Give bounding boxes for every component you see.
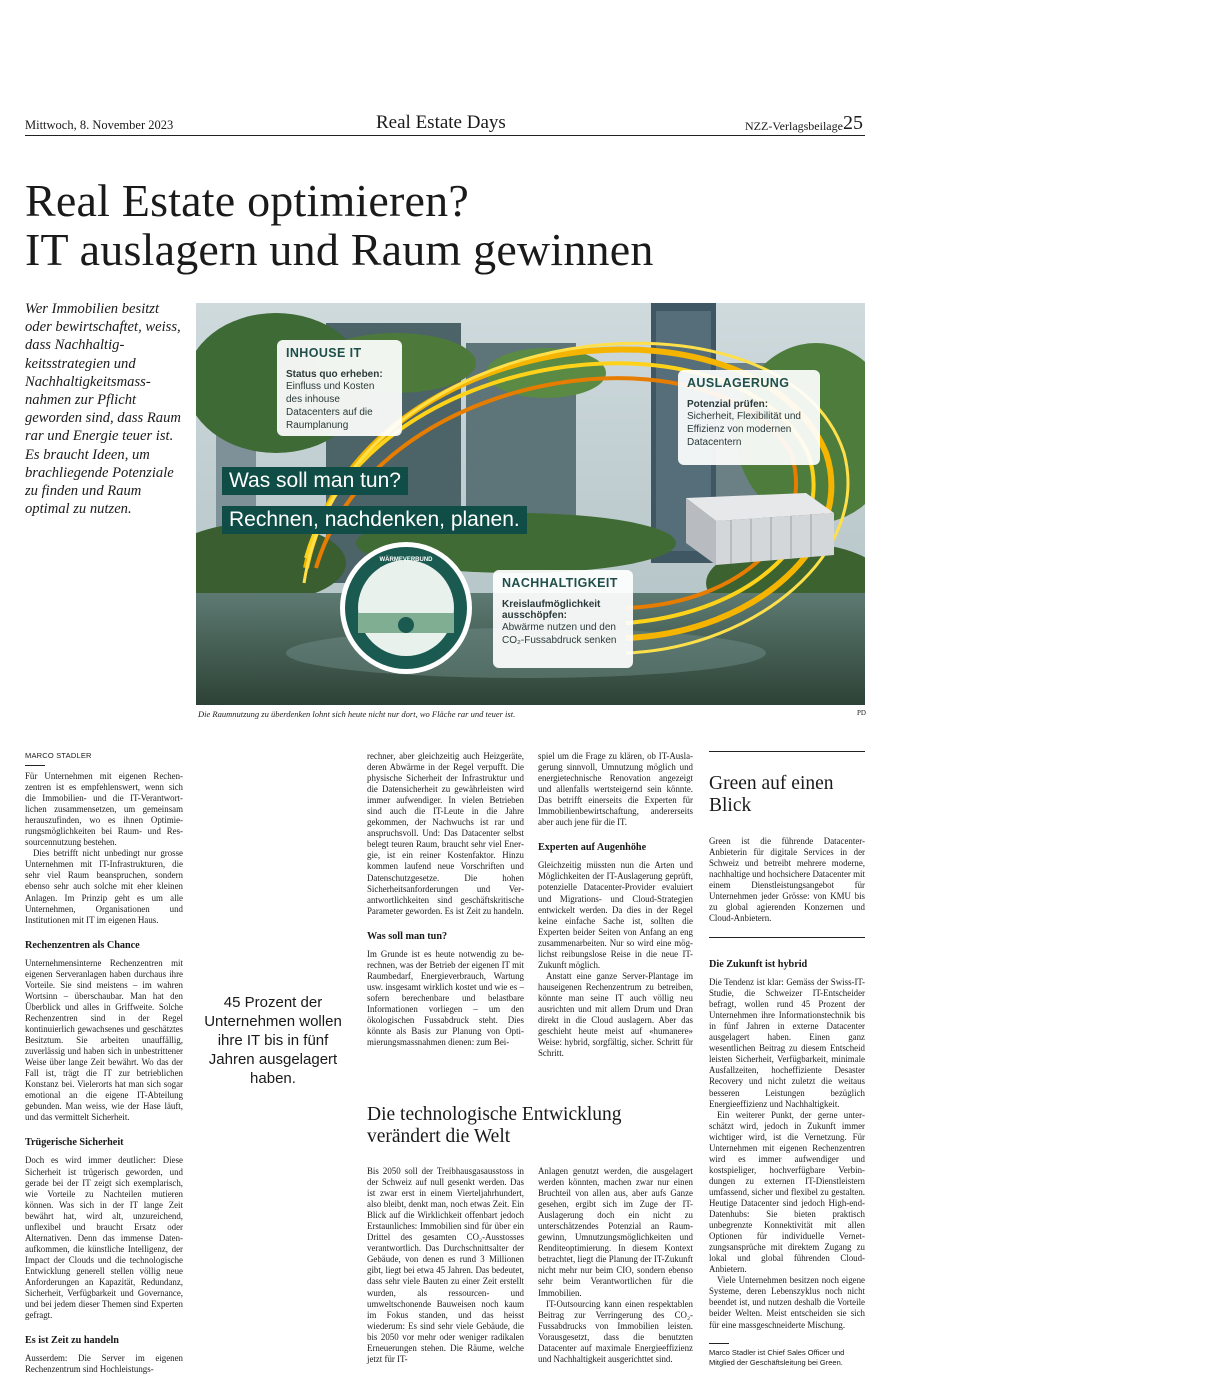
auslagerung-subtitle: Potenzial prüfen: — [687, 399, 769, 410]
paragraph: spiel um die Frage zu klären, ob IT-Auslagerung sinnvoll, Umnutzung möglich und energietechnische Renovation angezeigt und allenfalls wertsteigernd sein könnte. Das betrifft einerseits die Experten für Immobilienbewirtschaftung, andererseits aber auch jene für die IT. — [538, 751, 693, 828]
nachhaltigkeit-title: NACHHALTIGKEIT — [502, 576, 618, 590]
author-note-rule — [709, 1343, 729, 1344]
sidebar-intro — [709, 836, 865, 924]
sidebar-title-line-1: Green auf einen — [709, 773, 834, 794]
sidebar-top-rule — [709, 751, 865, 752]
paragraph: Gleichzeitig müssten nun die Arten und Möglichkeiten der IT-Auslagerung geprüft, potenzielle Datacenter-Provider evaluiert und Migrations- und Cloud-Strategien entwickelt werden. Da dies in der Regel keine einfache Sache ist, sollten die Experten beider Seiten von Anfang an eng zusammenarbeiten. Nur so wird eine möglichst reibungslose Reise in die neue IT-Zukunft möglich. — [538, 860, 693, 970]
headline-line-2: IT auslagern und Raum gewinnen — [25, 224, 654, 275]
image-credit: PD — [857, 709, 866, 717]
issue-date: Mittwoch, 8. November 2023 — [25, 118, 174, 132]
byline: MARCO STADLER — [25, 751, 92, 760]
headline — [25, 176, 885, 274]
emblem-label: WÄRMEVERBUND — [379, 557, 433, 563]
author-note: Marco Stadler ist Chief Sales Officer und Mitglied der Geschäftsleitung bei Green. — [709, 1348, 845, 1367]
nachhaltigkeit-subtitle: Kreislaufmöglichkeit ausschöpfen: — [502, 599, 601, 621]
info-box-nachhaltigkeit — [493, 570, 633, 668]
paragraph: IT-Outsourcing kann einen respektablen Beitrag zur Verringerung des CO₂-Fussabdrucks von Immobilien leisten. Vorausgesetzt, dass die benutzten Datacenter auf maximale Energieeffizienz und Nachhaltigkeit ausgerichttet sind. — [538, 1298, 693, 1364]
paragraph: Anlagen genutzt werden, die ausgelagert werden könnten, machen zwar nur einen Bruchteil von allen aus, aber aufs Ganze gesehen, ergibt sich im Zuge der IT-Auslagerung doch ein nicht zu unterschätzendes Potenzial an Raumgewinn, Umnutzungsmöglichkeiten und Renditeoptimierung. In diesem Kontext betrachtet, liegt die Planung der IT-Zukunft nicht mehr nur beim CIO, sondern ebenso sehr beim Verantwortlichen für die Immobilien. — [538, 1166, 693, 1298]
paragraph: Im Grunde ist es heute notwendig zu berechnen, was der Betrieb der eigenen IT mit Raumbedarf, Energieverbrauch, Wartung usw. insgesamt wirklich kostet und wie es – sofern berechenbare und belastbare Informationen vorliegen – um den ökologischen Fussabdruck steht. Dies könnte als Basis zur Planung von Optimierungsmassnahmen dienen: zum Bei- — [367, 948, 524, 1048]
section-heading: Experten auf Augenhöhe — [538, 842, 647, 854]
paragraph: Viele Unternehmen besitzen noch eigene Systeme, deren Lebenszyklus noch nicht beendet ist, und nutzen deshalb die Vorteile beider Welten. Meist entscheiden sie sich für eine massgeschneiderte Mischung. — [709, 1275, 865, 1330]
paragraph: Ein weiterer Punkt, der gerne unterschätzt wird, jedoch in Zukunft immer wichtiger wird, ist die Vernetzung. Für Unternehmen mit eigenen Rechenzentren wird es immer aufwendiger und kostspieliger, hochverfügbare Verbindungen zu externen IT-Dienstleistern umfassend, sicher und flexibel zu gestalten. Heutige Datacenter sind jedoch High-end-Datenhubs: Sie bieten praktisch unbegrenzte Konnektivität mit allen Optionen für individuelle Vernetzungsansprüche mit direktem Zugang zu lokal und global führenden Cloud-Anbietern. — [709, 1109, 865, 1275]
byline-rule — [25, 765, 45, 766]
pull-quote: 45 Prozent der Unternehmen wollen ihre IT bis in fünf Jahren ausgelagert haben. — [204, 994, 342, 1087]
sidebar-title-line-2: Blick — [709, 795, 752, 816]
paragraph: Für Unternehmen mit eigenen Rechenzentren ist es empfehlenswert, wenn sich die Immobilien- und die IT-Verantwortlichen zusammensetzen, um gemeinsam herauszufinden, wo es ihnen Optimierungsmöglichkeiten bei Raum- und Ressourcennutzung bestehen. — [25, 771, 183, 848]
section-heading: Was soll man tun? — [367, 930, 448, 942]
article-column-3-bottom — [367, 1166, 524, 1365]
section-heading: Rechenzentren als Chance — [25, 939, 140, 951]
sidebar-body — [709, 945, 865, 1331]
paragraph: Anstatt eine ganze Server-Plantage im hauseigenen Rechenzentrum zu betreiben, könnte man seine IT auch völlig neu ausrichten und mit allem Drum und Dran direkt in die Cloud auslagern. Aber das geschieht heute meist auf «humanere» Weise: hybrid, sorgfältig, sicher. Schritt für Schritt. — [538, 970, 693, 1059]
sidebar-title — [709, 773, 834, 817]
paragraph: Green ist die führende Datacenter-Anbieterin für digitale Services in der Schweiz und betreibt mehrere moderne, nachhaltige und hochsichere Datacenter mit einem Dienstleistungsangebot für Unternehmen jeder Grösse: von KMU bis zu global agierenden Konzernen und Cloud-Anbietern. — [709, 836, 865, 924]
page-number: 25 — [843, 112, 863, 134]
auslagerung-title: AUSLAGERUNG — [687, 376, 790, 390]
inhouse-subtitle: Status quo erheben: — [286, 369, 383, 380]
paragraph: Ausserdem: Die Server im eigenen Rechenzentrum sind Hochleistungs- — [25, 1353, 183, 1375]
section-title: Real Estate Days — [376, 112, 506, 133]
paragraph: rechner, aber gleichzeitig auch Heizgeräte, deren Abwärme in der Regel verpufft. Die physische Sicherheit der Infrastruktur und die Datensicherheit zu gewährleisten wird immer aufwendiger. In vielen Betrieben sind auch die IT-Leute in die Jahre gekommen, der Nachwuchs ist rar und anspruchsvoll. Und: Das Datacenter selbst belegt teuren Raum, braucht sehr viel Energie, ist ein reiner Kostenfaktor. Hinzu kommen laufend neue Vorschriften und Datenschutzgesetze. Die hohen Sicherheitsanforderungen und Verantwortlichkeiten sind geschäftskritische Parameter geworden. Es ist Zeit zu handeln. — [367, 751, 524, 916]
inhouse-text: Einfluss und Kosten des inhouse Datacenters auf die Raumplanung — [286, 381, 375, 431]
sidebar-divider — [709, 937, 865, 938]
paragraph: Die Tendenz ist klar: Gemäss der Swiss-IT-Studie, die Schweizer IT-Entscheider befragt, wollen rund 45 Prozent der Unternehmen ihre Informationstechnik bis in fünf Jahren in externe Datacenter ausgelagert haben. Einen ganz wesentlichen Beitrag zu diesem Entscheid leisten Sicherheit, Verfügbarkeit, minimale Ausfallzeiten, hocheffiziente Desaster Recovery und nicht zuletzt die weitaus besseren Leistungen bezüglich Energieeffizienz und Nachhaltigkeit. — [709, 977, 865, 1109]
banner-answer: Rechnen, nachdenken, planen. — [222, 506, 527, 534]
inhouse-title: INHOUSE IT — [286, 346, 362, 360]
image-caption: Die Raumnutzung zu überdenken lohnt sich heute nicht nur dort, wo Fläche rar und teuer ist. — [198, 709, 516, 719]
info-box-inhouse-it — [277, 340, 402, 436]
article-column-3 — [367, 751, 524, 1048]
paragraph: Bis 2050 soll der Treibhausgasausstoss in der Schweiz auf null gesenkt werden. Das ist zwar erst in einem Vierteljahrhundert, also bleibt, denkt man, noch etwas Zeit. Ein Blick auf die Wirklichkeit offenbart jedoch Erstaunliches: Immobilien sind für über ein Drittel des gesamten CO₂-Ausstosses verantwortlich. Das Durchschnittsalter der Gebäude, von denen es rund 3 Millionen gibt, liegt bei etwa 45 Jahren. Das bedeutet, dass sehr viele Bauten zu einer Zeit erstellt wurden, als ressourcen- und umweltschonende Bauweisen noch kaum im Fokus standen, und das heisst wiederum: Es sind sehr viele Gebäude, die bis 2050 vor mehr oder weniger radikalen Erneuerungen stehen. Die Räume, welche jetzt für IT- — [367, 1166, 524, 1364]
section-heading: Trügerische Sicherheit — [25, 1137, 124, 1149]
section-heading: Es ist Zeit zu handeln — [25, 1335, 119, 1347]
section-heading: Die Zukunft ist hybrid — [709, 959, 808, 970]
paragraph: Doch es wird immer deutlicher: Diese Sicherheit ist trügerisch geworden, und gerade bei der IT zeigt sich exemplarisch, wie Vorteile zu Nachteilen mutieren können. Was sich in der IT lange Zeit bewährt hat, wird alt, unzureichend, unflexibel und braucht Ersatz oder Alternativen. Denn das immense Datenaufkommen, die künstliche Intelligenz, der Impact der Clouds und die technologische Entwicklung generell stellen völlig neue Anforderungen an Kapazität, Redundanz, Sicherheit, Verfügbarkeit und Governance, und bei jedem dieser Themen sind Experten gefragt. — [25, 1155, 183, 1321]
article-subhead: Die technologische Entwicklung verändert die Welt — [367, 1104, 622, 1147]
paragraph: Dies betrifft nicht unbedingt nur grosse Unternehmen mit IT-Infrastrukturen, die sehr viel Raum beanspruchen, sondern ebenso sehr auch solche mit eher kleinen Anlagen. Im Prinzip geht es um alle Unternehmen, Organisationen und Institutionen mit IT im eigenen Haus. — [25, 848, 183, 925]
article-column-4 — [538, 751, 693, 1059]
article-column-4-bottom — [538, 1166, 693, 1365]
headline-line-1: Real Estate optimieren? — [25, 175, 469, 226]
paragraph: Unternehmensinterne Rechenzentren mit eigenen Serveranlagen haben durchaus ihre Vorteile. Sie sind meistens – im wahren Wortsinn – überschaubar. Man hat den Überblick und alles in Griffweite. Solche Rechenzentren sind in der Regel kontinuierlich gewachsenes und geschätztes Besitztum. Sie arbeiten unauffällig, zuverlässig und haben sich in unbestrittener Weise über lange Zeit bewährt. Wo das der Fall ist, trägt die IT zur betrieblichen Konstanz bei. Vielerorts hat man sich sogar emotional an die eigene IT-Abteilung gebunden. Man weiss, wie der Hase läuft, und das vermittelt Sicherheit. — [25, 957, 183, 1123]
info-box-auslagerung — [678, 370, 820, 465]
hero-image — [196, 303, 865, 705]
auslagerung-text: Sicherheit, Flexibilität und Effizienz von modernen Datacentern — [687, 411, 801, 448]
article-column-1 — [25, 771, 183, 1375]
header-rule — [25, 135, 865, 136]
lead-paragraph: Wer Immobilien besitzt oder bewirtschaftet, weiss, dass Nachhaltigkeitsstrategien und Nachhaltigkeitsmassnahmen zur Pflicht geworden sind, dass Raum rar und Energie teuer ist. Es braucht Ideen, um brachliegende Potenziale zu finden und Raum optimal zu nutzen. — [25, 301, 181, 518]
banner-question: Was soll man tun? — [222, 467, 408, 495]
nachhaltigkeit-text: Abwärme nutzen und den CO₂-Fussabdruck senken — [502, 622, 617, 646]
supplement-label: NZZ-Verlagsbeilage — [745, 119, 843, 133]
